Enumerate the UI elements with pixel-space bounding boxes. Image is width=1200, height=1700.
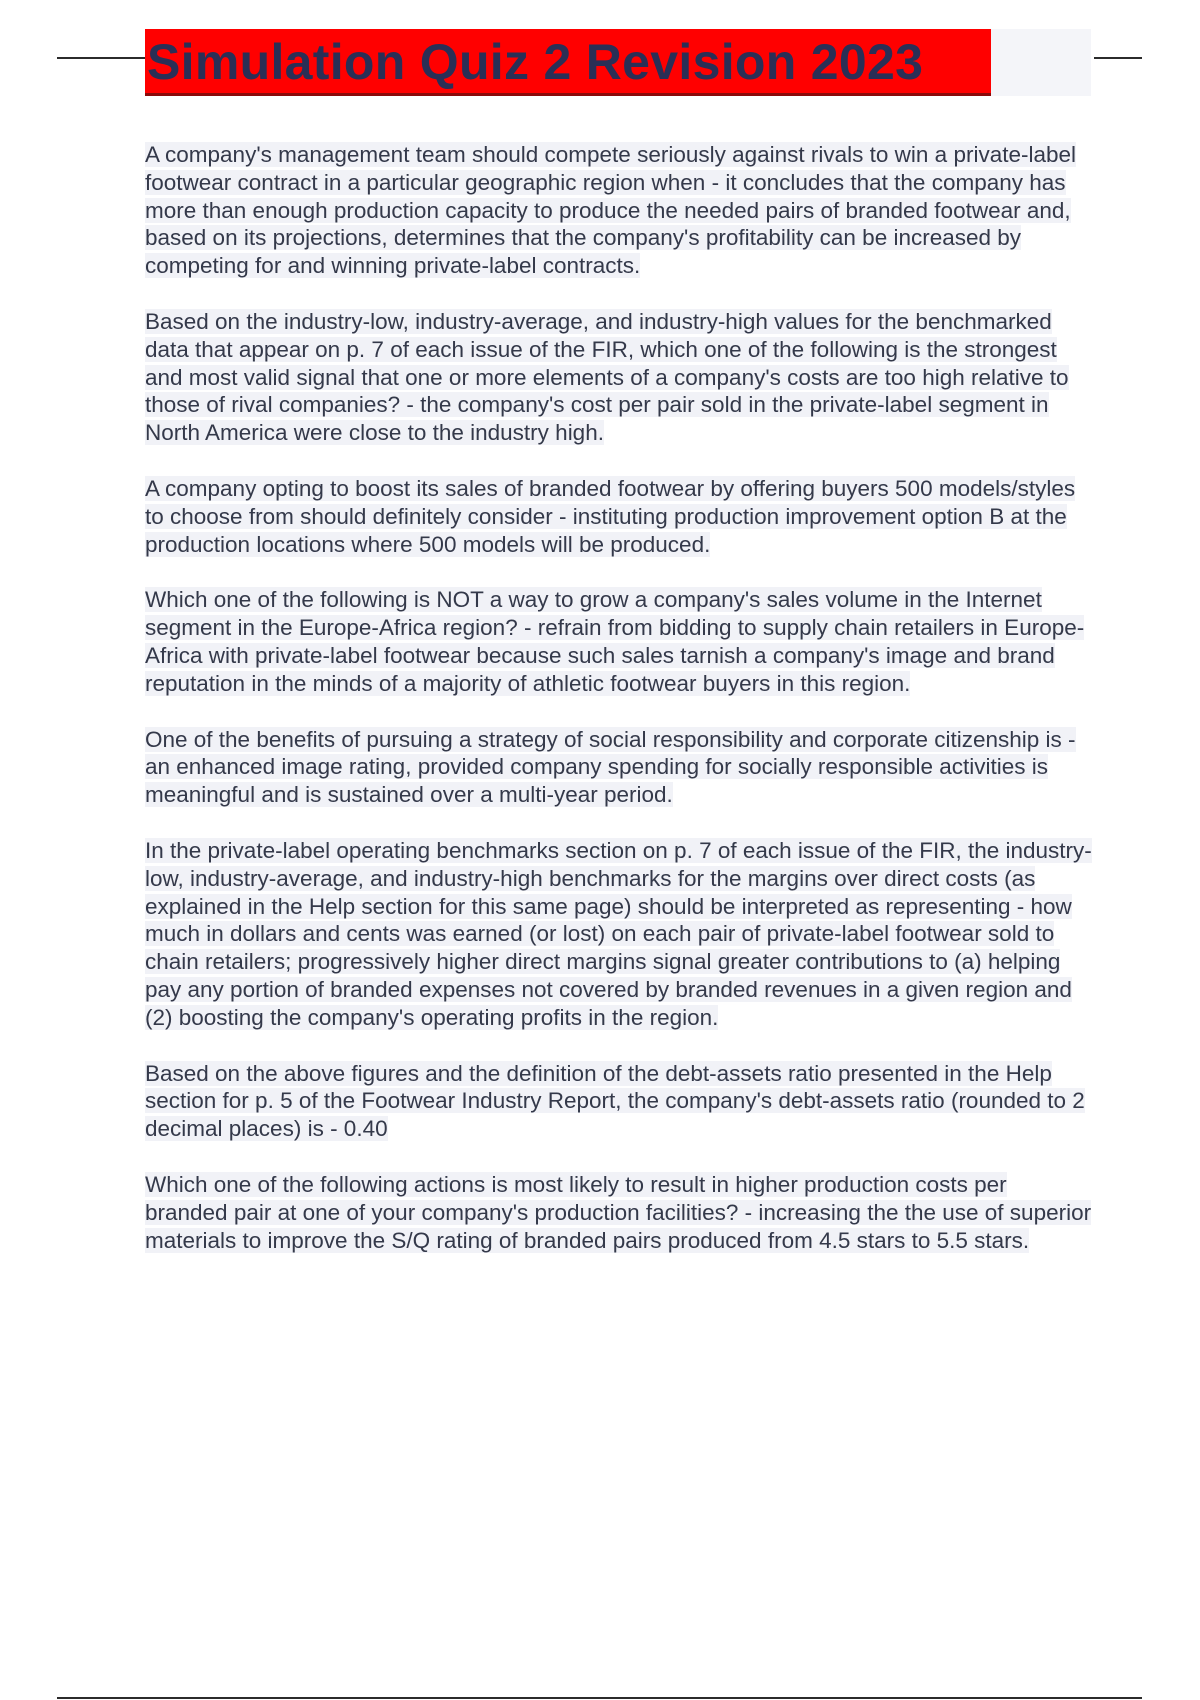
qa-text: Based on the above figures and the definition of the debt-assets ratio presented in the Help section for p. 5 of the Footwear Industry Report, the company's debt-assets ratio (rounded to 2 decimal places) is - 0.40 xyxy=(145,1060,1085,1142)
qa-text: A company's management team should compete seriously against rivals to win a private-label footwear contract in a particular geographic region when - it concludes that the company has more than enough production capacity to produce the needed pairs of branded footwear and, based on its projections, determines that the company's profitability can be increased by competing for and winning private-label contracts. xyxy=(145,142,1077,279)
qa-text: One of the benefits of pursuing a strategy of social responsibility and corporate citizenship is - an enhanced image rating, provided company spending for socially responsible activities is meaningful and is sustained over a multi-year period. xyxy=(145,726,1076,808)
qa-text: In the private-label operating benchmarks section on p. 7 of each issue of the FIR, the industry-low, industry-average, and industry-high benchmarks for the margins over direct costs (as explained in the Help section for this same page) should be interpreted as representing - how much in dollars and cents was earned (or lost) on each pair of private-label footwear sold to chain retailers; progressively higher direct margins signal greater contributions to (a) helping pay any portion of branded expenses not covered by branded revenues in a given region and (2) boosting the company's operating profits in the region. xyxy=(145,837,1092,1030)
footer-rule xyxy=(57,1697,1142,1699)
qa-list xyxy=(145,141,1095,1282)
qa-text: A company opting to boost its sales of branded footwear by offering buyers 500 models/styles to choose from should definitely consider - instituting production improvement option B at the production locations where 500 models will be produced. xyxy=(145,475,1076,557)
qa-paragraph-8 xyxy=(145,1171,1095,1254)
qa-paragraph-3 xyxy=(145,475,1095,558)
qa-paragraph-5 xyxy=(145,726,1095,809)
qa-paragraph-2 xyxy=(145,308,1095,447)
qa-paragraph-7 xyxy=(145,1060,1095,1143)
qa-paragraph-6 xyxy=(145,837,1095,1032)
header-rule-right xyxy=(1094,57,1142,59)
header-rule-left xyxy=(57,57,145,59)
qa-text: Based on the industry-low, industry-average, and industry-high values for the benchmarked data that appear on p. 7 of each issue of the FIR, which one of the following is the strongest and most valid signal that one or more elements of a company's costs are too high relative to those of rival companies? - the company's cost per pair sold in the private-label segment in North America were close to the industry high. xyxy=(145,308,1069,446)
page-title: Simulation Quiz 2 Revision 2023 xyxy=(147,34,924,90)
qa-text: Which one of the following actions is most likely to result in higher production costs per branded pair at one of your company's production facilities? - increasing the the use of superior materials to improve the S/Q rating of branded pairs produced from 4.5 stars to 5.5 stars. xyxy=(145,1171,1092,1253)
qa-paragraph-4 xyxy=(145,586,1095,697)
title-banner xyxy=(145,29,991,96)
qa-text: Which one of the following is NOT a way to grow a company's sales volume in the Internet segment in the Europe-Africa region? - refrain from bidding to supply chain retailers in Europe-Africa with private-label footwear because such sales tarnish a company's image and brand reputation in the minds of a majority of athletic footwear buyers in this region. xyxy=(145,587,1085,696)
qa-paragraph-1 xyxy=(145,141,1095,280)
